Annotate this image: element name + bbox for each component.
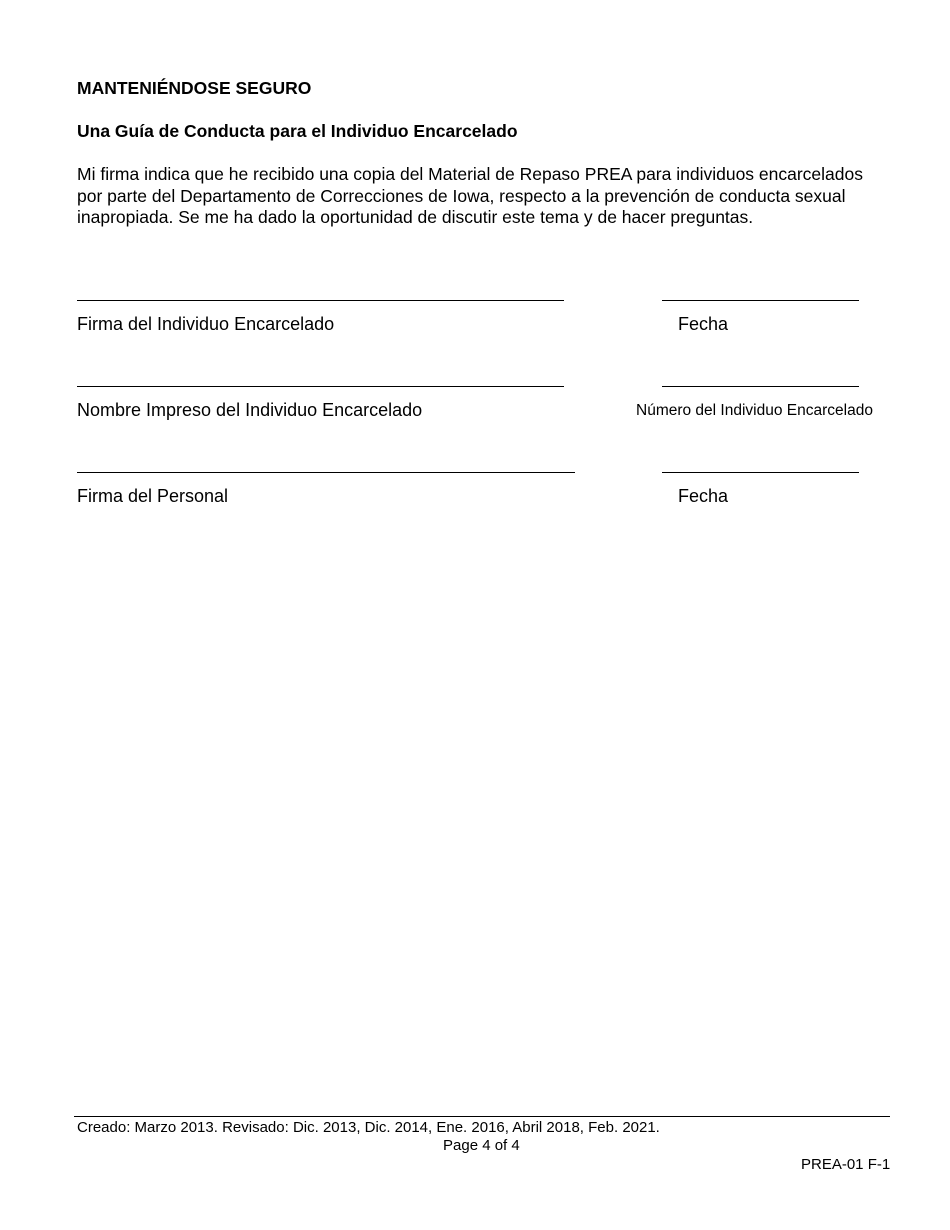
inmate-signature-label: Firma del Individuo Encarcelado: [77, 314, 335, 334]
document-title: MANTENIÉNDOSE SEGURO: [77, 78, 312, 98]
inmate-date-line[interactable]: [662, 300, 859, 301]
staff-date-line[interactable]: [662, 472, 859, 473]
footer-page-number: Page 4 of 4: [443, 1137, 520, 1154]
footer-form-id: PREA-01 F-1: [801, 1156, 891, 1173]
inmate-printed-name-label: Nombre Impreso del Individuo Encarcelado: [77, 400, 423, 420]
inmate-number-label: Número del Individuo Encarcelado: [636, 402, 873, 419]
inmate-date-label: Fecha: [678, 314, 729, 334]
staff-date-label: Fecha: [678, 486, 729, 506]
inmate-number-line[interactable]: [662, 386, 859, 387]
document-subtitle: Una Guía de Conducta para el Individuo Encarcelado: [77, 121, 518, 141]
acknowledgement-paragraph: Mi firma indica que he recibido una copia del Material de Repaso PREA para individuos encarcelados por parte del Departamento de Correcciones de Iowa, respecto a la prevención de conducta sexual inapropiada. Se me ha dado la oportunidad de discutir este tema y de hacer preguntas.: [77, 164, 864, 227]
footer-revision-text: Creado: Marzo 2013. Revisado: Dic. 2013, Dic. 2014, Ene. 2016, Abril 2018, Feb. 2021.: [77, 1119, 660, 1136]
staff-signature-label: Firma del Personal: [77, 486, 229, 506]
staff-signature-line[interactable]: [77, 472, 575, 473]
inmate-printed-name-line[interactable]: [77, 386, 564, 387]
inmate-signature-line[interactable]: [77, 300, 564, 301]
footer-divider: [74, 1116, 890, 1117]
